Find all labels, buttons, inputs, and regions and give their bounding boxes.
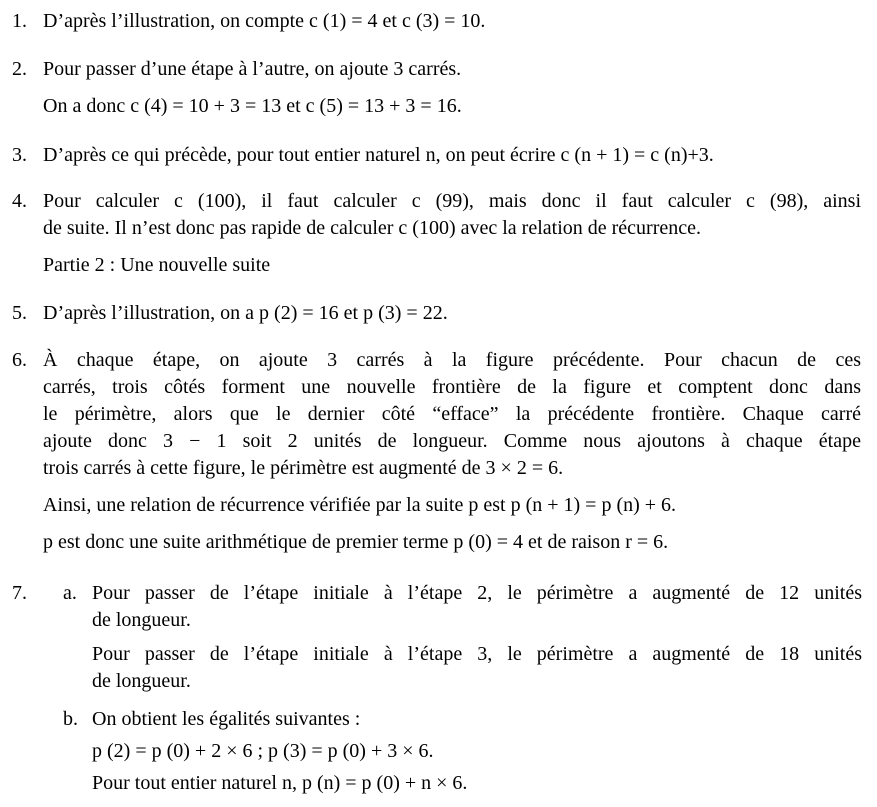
item-7-number: 7. <box>12 582 27 604</box>
item-7a-line-1: Pour passer de l’étape initiale à l’étape 2, le périmètre a augmenté de 12 unités <box>92 582 862 604</box>
item-4-number: 4. <box>12 190 27 212</box>
item-7a-line-2: de longueur. <box>92 609 191 631</box>
item-4-line-2: de suite. Il n’est donc pas rapide de calculer c (100) avec la relation de récurrence. <box>43 217 701 239</box>
item-7a-text <box>92 580 862 695</box>
item-4-text <box>43 188 861 279</box>
item-6-line-6: Ainsi, une relation de récurrence vérifiée par la suite p est p (n + 1) = p (n) + 6. <box>43 494 677 516</box>
item-3-text <box>43 142 861 169</box>
item-5-number: 5. <box>12 302 27 324</box>
item-7b-line-1: On obtient les égalités suivantes : <box>92 708 361 730</box>
item-2-line-2: On a donc c (4) = 10 + 3 = 13 et c (5) = 13 + 3 = 16. <box>43 95 462 117</box>
item-7b-letter: b. <box>63 708 78 730</box>
item-7b-line-3: Pour tout entier naturel n, p (n) = p (0) + n × 6. <box>92 772 468 794</box>
item-7a-line-4: de longueur. <box>92 670 191 692</box>
item-5-text <box>43 300 861 327</box>
item-6-line-1: À chaque étape, on ajoute 3 carrés à la figure précédente. Pour chacun de ces <box>43 349 861 371</box>
item-7b-text <box>92 706 862 797</box>
item-7a-line-3: Pour passer de l’étape initiale à l’étape 3, le périmètre a augmenté de 18 unités <box>92 643 862 665</box>
item-6-line-4: ajoute donc 3 − 1 soit 2 unités de longueur. Comme nous ajoutons à chaque étape <box>43 430 861 452</box>
item-6-line-7: p est donc une suite arithmétique de premier terme p (0) = 4 et de raison r = 6. <box>43 531 669 553</box>
item-7b-line-2: p (2) = p (0) + 2 × 6 ; p (3) = p (0) + 3 × 6. <box>92 740 434 762</box>
item-1-number: 1. <box>12 10 27 32</box>
item-7a-letter: a. <box>63 582 77 604</box>
item-3-line-1: D’après ce qui précède, pour tout entier naturel n, on peut écrire c (n + 1) = c (n)+3. <box>43 144 714 166</box>
item-6-text <box>43 347 861 556</box>
item-3-number: 3. <box>12 144 27 166</box>
item-1-line-1: D’après l’illustration, on compte c (1) = 4 et c (3) = 10. <box>43 10 486 32</box>
item-6-number: 6. <box>12 349 27 371</box>
item-5-line-1: D’après l’illustration, on a p (2) = 16 et p (3) = 22. <box>43 302 448 324</box>
item-2-line-1: Pour passer d’une étape à l’autre, on ajoute 3 carrés. <box>43 58 462 80</box>
item-2-number: 2. <box>12 58 27 80</box>
item-6-line-3: le périmètre, alors que le dernier côté “efface” la précédente frontière. Chaque carré <box>43 403 861 425</box>
item-6-line-5: trois carrés à cette figure, le périmètre est augmenté de 3 × 2 = 6. <box>43 457 564 479</box>
item-2-text <box>43 56 861 120</box>
item-1-text <box>43 8 861 35</box>
partie-2-heading: Partie 2 : Une nouvelle suite <box>43 254 271 276</box>
item-4-line-1: Pour calculer c (100), il faut calculer c (99), mais donc il faut calculer c (98), ainsi <box>43 190 861 212</box>
item-6-line-2: carrés, trois côtés forment une nouvelle frontière de la figure et comptent donc dans <box>43 376 861 398</box>
